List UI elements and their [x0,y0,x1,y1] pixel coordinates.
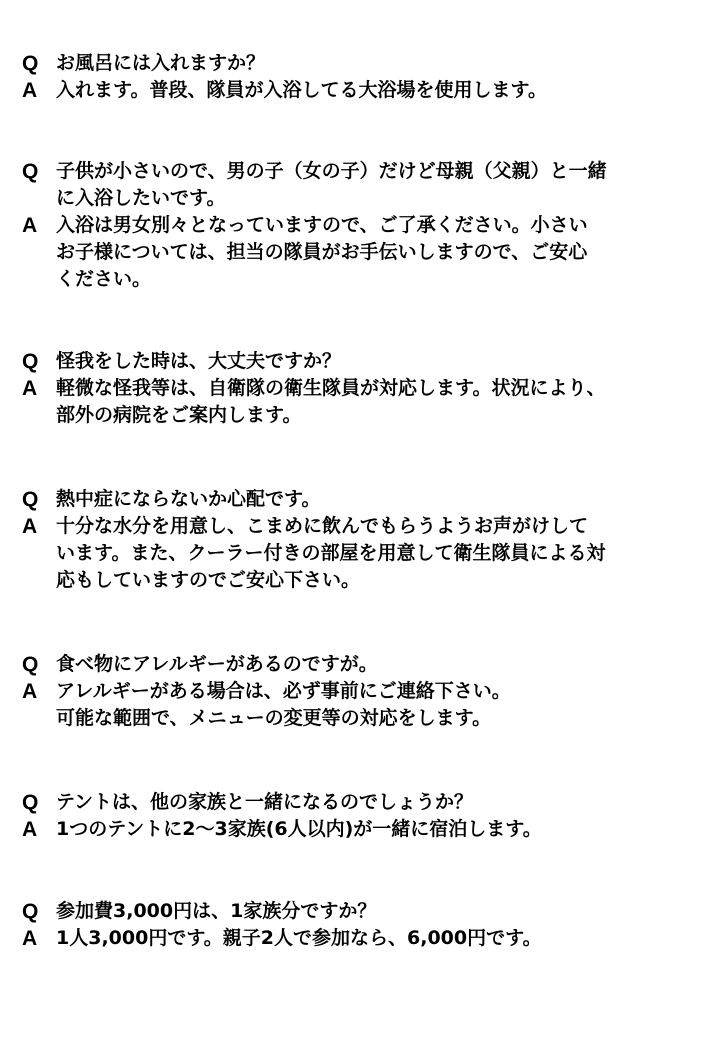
question-row [22,348,712,375]
a-mark: A [22,515,38,538]
answer-row [22,816,712,843]
answer-row [22,212,712,293]
question-text: 熱中症にならないか心配です。 [56,488,321,510]
question-row [22,486,712,513]
q-mark: Q [22,653,39,676]
answer-text: 入浴は男女別々となっていますので、ご了承ください。小さい お子様については、担当の隊員がお手伝いしますので、ご安心 ください。 [56,214,588,290]
question-text: テントは、他の家族と一緒になるのでしょうか？ [56,791,474,813]
answer-text: 十分な水分を用意し、こまめに飲んでもらうようお声がけして います。また、クーラー付きの部屋を用意して衛生隊員による対 応もしていますのでご安心下さい。 [56,515,606,591]
answer-text: 1つのテントに2～3家族(6人以内)が一緒に宿泊します。 [56,818,542,840]
a-mark: A [22,680,38,703]
faq-item [22,348,712,429]
answer-text: 軽微な怪我等は、自衛隊の衛生隊員が対応します。状況により、 部外の病院をご案内します。 [56,377,606,426]
answer-row [22,375,712,429]
question-text: 子供が小さいので、男の子（女の子）だけど母親（父親）と一緒 に入浴したいです。 [56,160,607,209]
q-mark: Q [22,791,39,814]
answer-text: 1人3,000円です。親子2人で参加なら、6,000円です。 [56,927,542,949]
answer-row [22,925,712,952]
answer-row [22,77,712,104]
answer-text: アレルギーがある場合は、必ず事前にご連絡下さい。 可能な範囲で、メニューの変更等の対応をします。 [56,680,511,729]
a-mark: A [22,377,38,400]
question-row [22,651,712,678]
question-row [22,50,712,77]
q-mark: Q [22,52,39,75]
question-row [22,789,712,816]
question-row [22,898,712,925]
answer-text: 入れます。普段、隊員が入浴してる大浴場を使用します。 [56,79,547,101]
a-mark: A [22,79,38,102]
a-mark: A [22,927,38,950]
question-text: 参加費3,000円は、1家族分ですか？ [56,900,377,922]
q-mark: Q [22,900,39,923]
faq-item [22,486,712,594]
faq-item [22,898,712,952]
question-text: 食べ物にアレルギーがあるのですが。 [56,653,378,675]
question-row [22,158,712,212]
faq-item [22,50,712,104]
a-mark: A [22,818,38,841]
question-text: お風呂には入れますか？ [56,52,266,74]
q-mark: Q [22,160,39,183]
q-mark: Q [22,350,39,373]
answer-row [22,678,712,732]
question-text: 怪我をした時は、大丈夫ですか？ [56,350,342,372]
q-mark: Q [22,488,39,511]
a-mark: A [22,214,38,237]
faq-item [22,789,712,843]
faq-item [22,158,712,293]
faq-item [22,651,712,732]
answer-row [22,513,712,594]
